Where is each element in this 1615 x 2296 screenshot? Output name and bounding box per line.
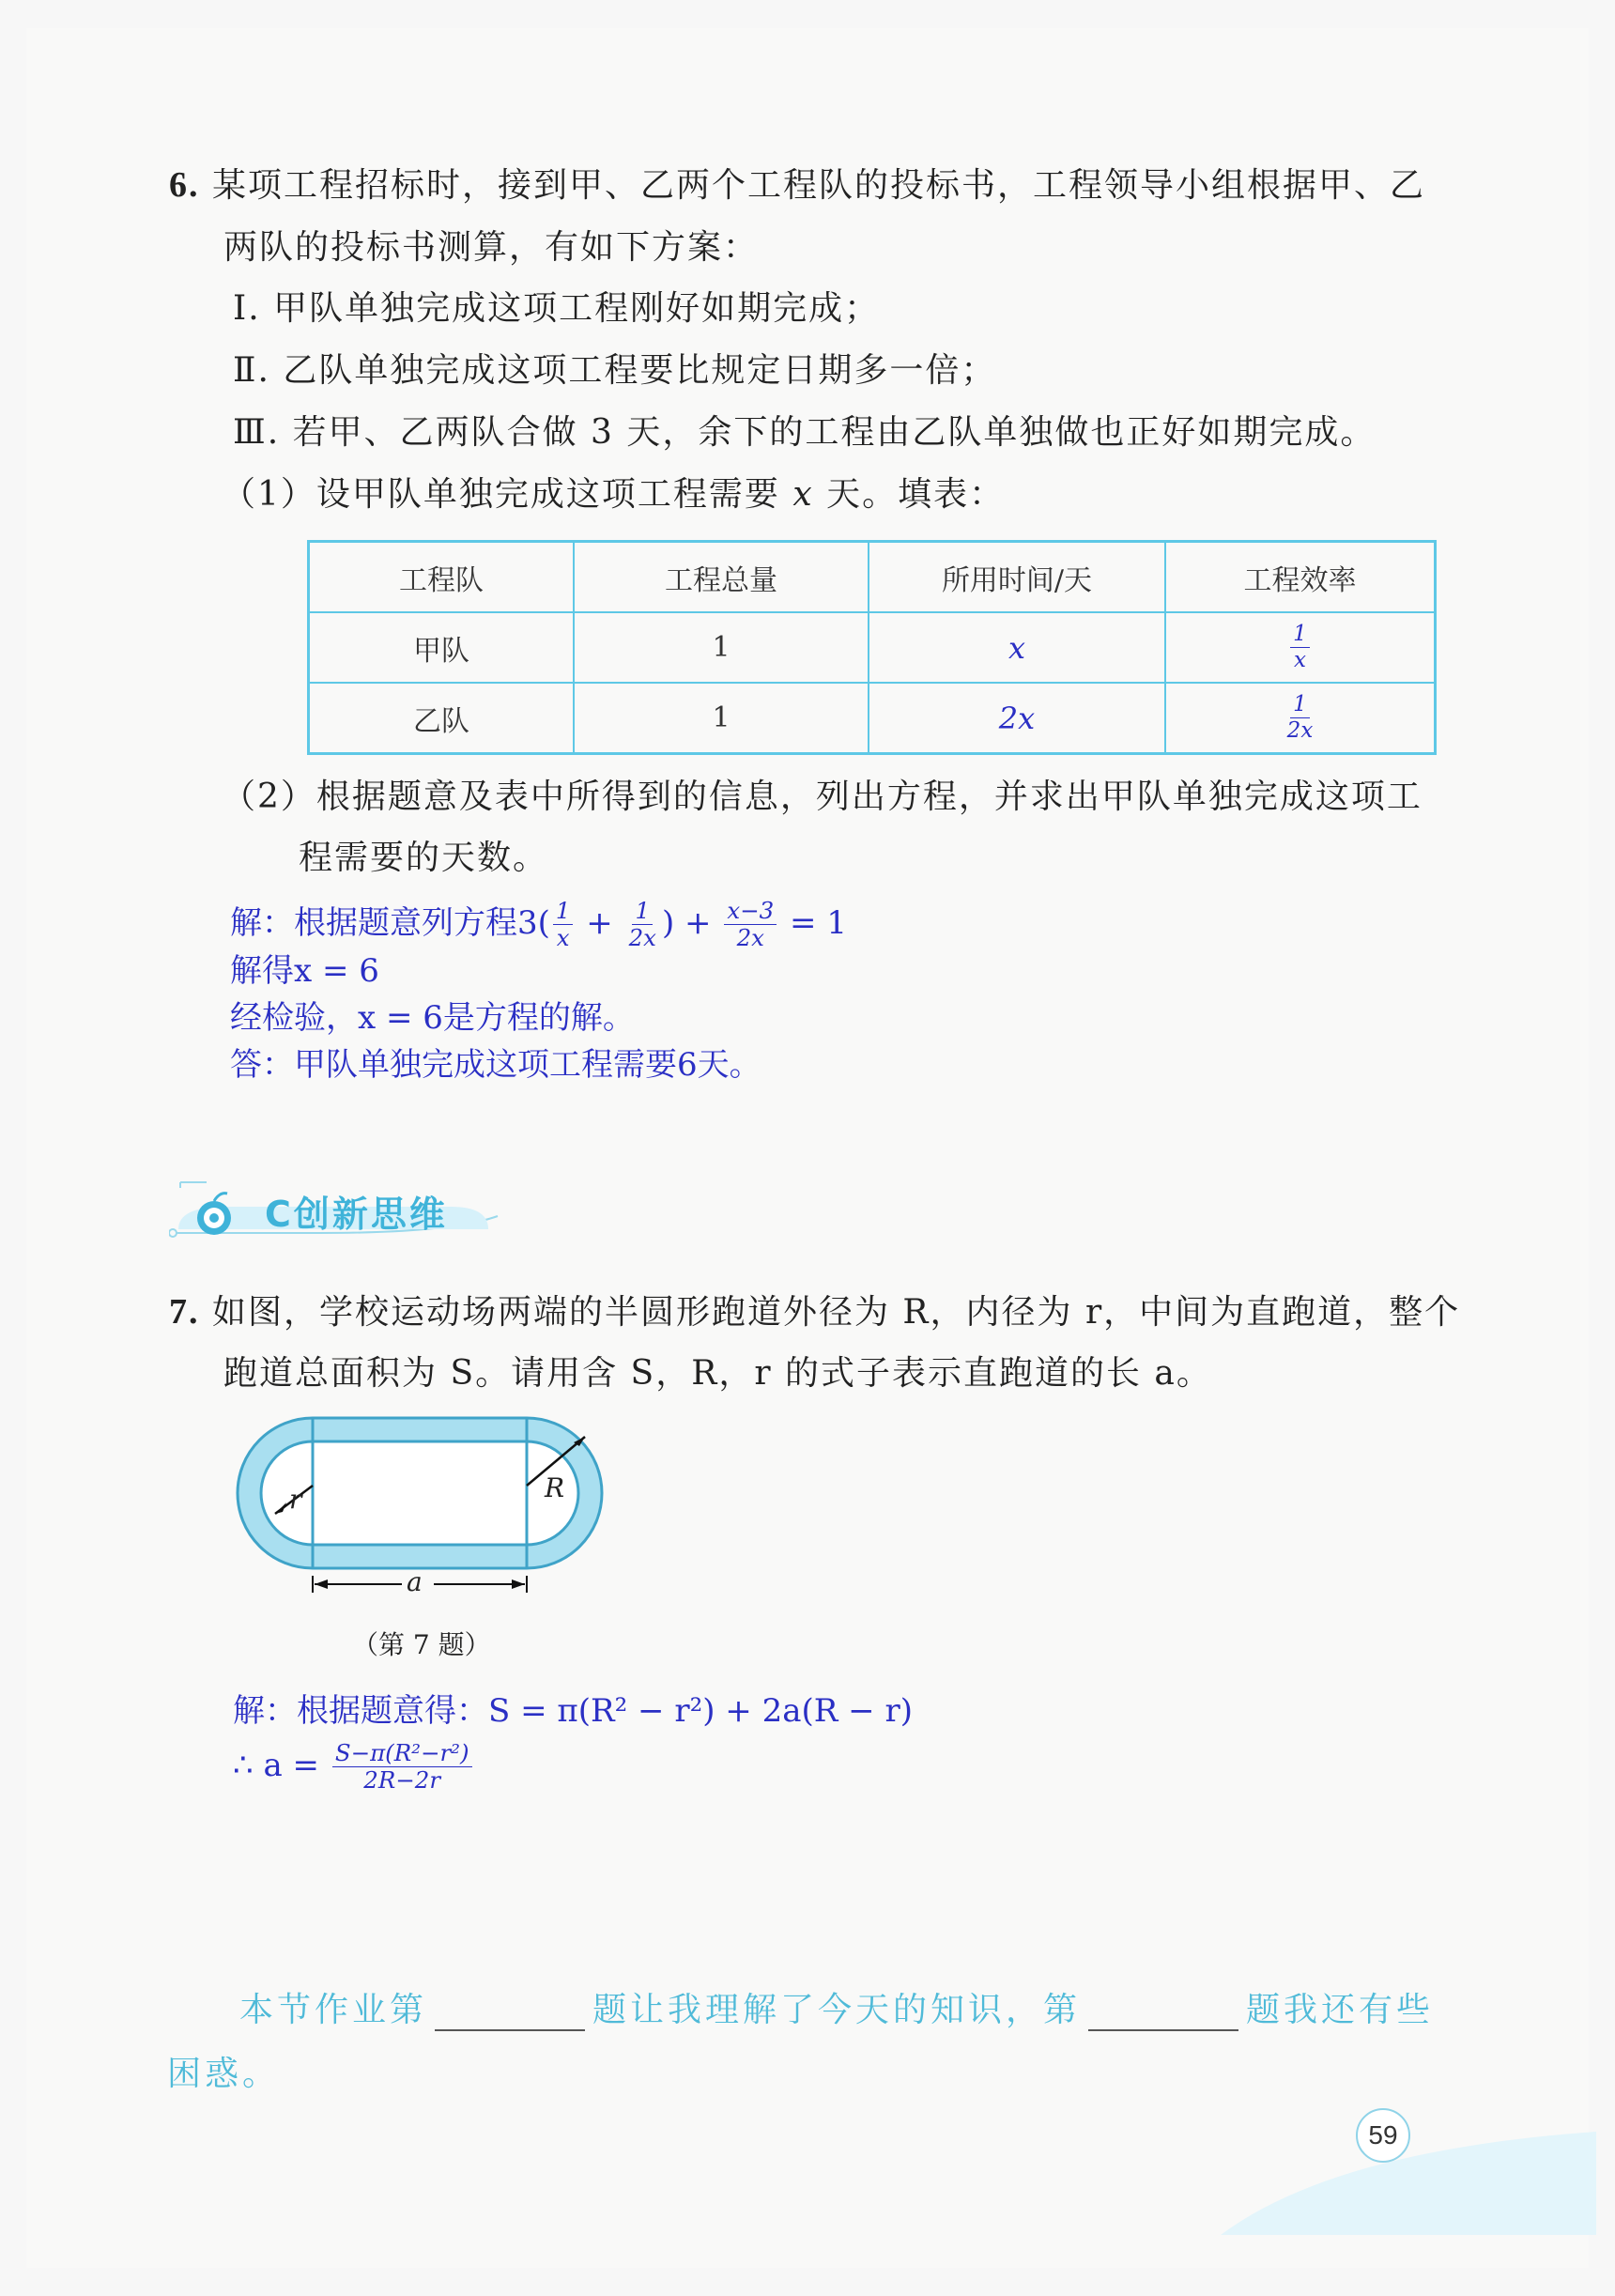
q6-plan-2: Ⅱ. 乙队单独完成这项工程要比规定日期多一倍； — [233, 351, 997, 390]
q6-part1: （1）设甲队单独完成这项工程需要 x 天。填表： — [222, 475, 1006, 514]
q6-part1-var: x — [792, 475, 814, 514]
page-number: 59 — [1356, 2108, 1410, 2163]
table-row — [309, 683, 1436, 754]
fig-label-R: R — [545, 1472, 565, 1503]
table-header-row — [309, 542, 1436, 613]
q6-stem-line2: 两队的投标书测算，有如下方案： — [223, 228, 760, 267]
cell-efficiency: $\frac{1}{x}$ — [1165, 612, 1436, 683]
q7-number: 7. — [169, 1292, 200, 1332]
q6-plan-3: Ⅲ. 若甲、乙两队合做 3 天，余下的工程由乙队单独做也正好如期完成。 — [233, 413, 1377, 452]
q7-stem-line2: 跑道总面积为 S。请用含 S，R，r 的式子表示直跑道的长 a。 — [223, 1354, 1212, 1393]
figure-caption: （第 7 题） — [352, 1629, 491, 1660]
q6-part2-line2: 程需要的天数。 — [299, 839, 549, 877]
reflection-line1: 本节作业第 题让我理解了今天的知识，第 题我还有些 — [239, 1991, 1435, 2029]
work-table — [307, 540, 1437, 755]
section-title: C创新思维 — [265, 1194, 448, 1235]
q6-answer-line2: 解得x = 6 — [230, 952, 379, 990]
cell-team: 甲队 — [309, 612, 575, 683]
q7-answer-line2: ∴ a = $\frac{\text{S−π(R²−r²)}}{2R-2r}$ — [233, 1742, 475, 1793]
cell-time: x — [869, 612, 1165, 683]
apple-icon — [197, 1194, 231, 1235]
cell-total: 1 — [574, 612, 869, 683]
cell-team: 乙队 — [309, 683, 575, 754]
q6-answer-line1: 解：根据题意列方程3( $\frac{1}{x}$ + $\frac{1}{2x}$ ) + $\frac{x-3}{2x}$ = 1 — [230, 897, 847, 952]
header-time: 所用时间/天 — [869, 542, 1165, 613]
header-efficiency: 工程效率 — [1165, 542, 1436, 613]
q6-part2-line1: （2）根据题意及表中所得到的信息，列出方程，并求出甲队单独完成这项工 — [222, 778, 1423, 816]
q7-stem-text: 如图，学校运动场两端的半圆形跑道外径为 R，内径为 r，中间为直跑道，整个 — [211, 1293, 1461, 1332]
cell-time: 2x — [869, 683, 1165, 754]
q6-stem-line1 — [169, 162, 1425, 208]
q6-stem-text: 某项工程招标时，接到甲、乙两个工程队的投标书，工程领导小组根据甲、乙 — [211, 166, 1425, 205]
fig-label-a: a — [407, 1566, 423, 1597]
q7-stem-line1 — [169, 1289, 1460, 1335]
cell-total: 1 — [574, 683, 869, 754]
fig-label-r: r — [289, 1484, 302, 1515]
q6-number: 6. — [169, 165, 200, 205]
q6-plan-1: Ⅰ. 甲队单独完成这项工程刚好如期完成； — [233, 289, 881, 328]
banner-dot-icon — [169, 1229, 177, 1237]
cell-efficiency: $\frac{1}{2x}$ — [1165, 683, 1436, 754]
q6-answer-line4: 答：甲队单独完成这项工程需要6天。 — [230, 1046, 761, 1084]
blank-field[interactable] — [1088, 1996, 1238, 2031]
table-row — [309, 612, 1436, 683]
header-team: 工程队 — [309, 542, 575, 613]
blank-field[interactable] — [435, 1996, 585, 2031]
q6-answer-line3: 经检验，x = 6是方程的解。 — [230, 999, 635, 1037]
q7-answer-line1: 解：根据题意得：S = π(R² − r²) + 2a(R − r) — [233, 1692, 913, 1730]
header-total: 工程总量 — [574, 542, 869, 613]
reflection-line2: 困惑。 — [167, 2055, 281, 2093]
